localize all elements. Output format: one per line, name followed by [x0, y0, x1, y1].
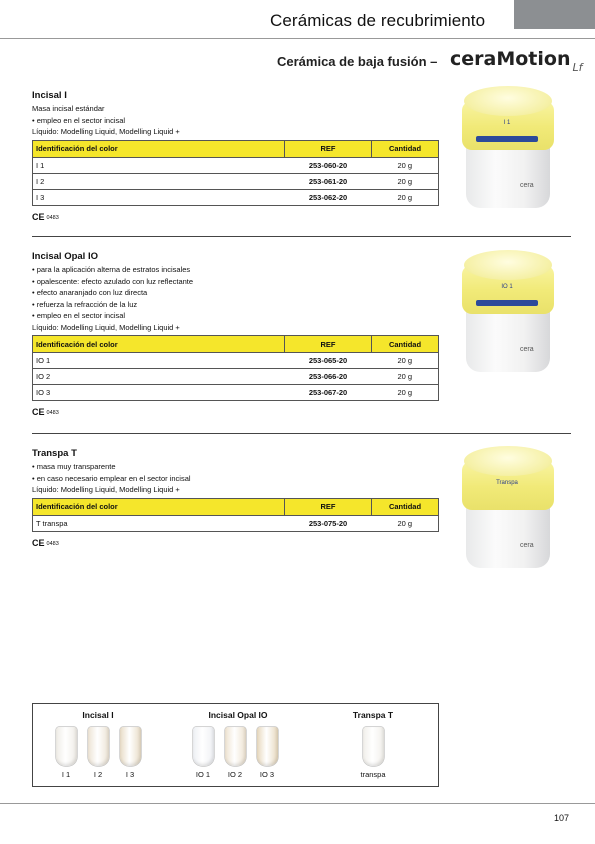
section-line: • masa muy transparente — [32, 462, 116, 471]
ce-symbol: CE — [32, 407, 45, 417]
swatch-label: IO 2 — [227, 770, 243, 779]
shade-tooth-swatch — [56, 727, 77, 766]
table-header-row — [33, 140, 439, 157]
swatch-label: I 3 — [125, 770, 135, 779]
section-line: • empleo en el sector incisal — [32, 311, 126, 320]
logo-text: ceraMotion — [450, 48, 571, 70]
product-table — [32, 335, 439, 401]
section-divider — [32, 433, 571, 434]
shade-tooth-swatch — [257, 727, 278, 766]
cell-ref: 253-062-20 — [285, 189, 372, 205]
cell-ref: 253-060-20 — [285, 157, 372, 173]
page-subtitle: Cerámica de baja fusión – — [277, 54, 438, 69]
cell-color: I 2 — [33, 173, 285, 189]
cell-color: I 1 — [33, 157, 285, 173]
section-line: Líquido: Modelling Liquid, Modelling Liquid + — [32, 127, 180, 136]
shade-tooth-swatch — [193, 727, 214, 766]
header-divider — [0, 38, 595, 39]
page-title: Cerámicas de recubrimiento — [270, 11, 486, 30]
ce-mark — [32, 212, 439, 222]
cell-qty: 20 g — [372, 353, 439, 369]
section-incisal-opal-io — [32, 251, 439, 417]
product-jar-image — [462, 446, 554, 571]
section-line: • opalescente: efecto azulado con luz reflectante — [32, 276, 194, 286]
cell-qty: 20 g — [372, 385, 439, 401]
cell-color: I 3 — [33, 189, 285, 205]
swatch-group-title: Incisal I — [82, 710, 114, 720]
table-row — [33, 515, 439, 531]
swatch-label: IO 1 — [195, 770, 211, 779]
col-header-ref: REF — [285, 336, 372, 353]
ce-symbol: CE — [32, 537, 45, 548]
cell-ref: 253-067-20 — [285, 385, 372, 401]
ce-mark — [32, 407, 439, 417]
table-header-row — [33, 336, 439, 353]
header-accent-bar — [514, 0, 595, 29]
col-header-color: Identificación del color — [33, 498, 285, 515]
section-line: Líquido: Modelling Liquid, Modelling Liquid + — [32, 485, 180, 494]
jar-brand: cera — [520, 182, 534, 189]
swatch-label: transpa — [360, 770, 386, 779]
table-row — [33, 353, 439, 369]
col-header-ref: REF — [285, 498, 372, 515]
shade-swatch-panel — [32, 703, 439, 787]
cell-color: IO 1 — [33, 353, 285, 369]
swatch-label: I 1 — [61, 770, 71, 779]
product-jar-image — [462, 86, 554, 211]
jar-label: IO 1 — [501, 284, 513, 290]
col-header-color: Identificación del color — [33, 140, 285, 157]
section-line: Masa incisal estándar — [32, 104, 105, 113]
cell-ref: 253-066-20 — [285, 369, 372, 385]
section-title: Incisal I — [32, 90, 67, 101]
swatch-label: IO 3 — [259, 770, 275, 779]
footer-divider — [0, 803, 595, 804]
col-header-qty: Cantidad — [372, 498, 439, 515]
section-line: • empleo en el sector incisal — [32, 115, 126, 125]
cell-color: IO 3 — [33, 385, 285, 401]
ce-number: 0483 — [46, 214, 59, 221]
page-number: 107 — [554, 813, 570, 823]
shade-tooth-swatch — [363, 727, 384, 766]
section-line: Líquido: Modelling Liquid, Modelling Liquid + — [32, 322, 180, 332]
col-header-qty: Cantidad — [372, 140, 439, 157]
table-row — [33, 189, 439, 205]
section-line: • para la aplicación alterna de estratos incisales — [32, 265, 191, 274]
cell-qty: 20 g — [372, 369, 439, 385]
section-divider — [32, 236, 571, 237]
jar-label: I 1 — [503, 120, 511, 126]
cell-ref: 253-075-20 — [285, 515, 372, 531]
section-title: Transpa T — [32, 448, 77, 459]
cell-qty: 20 g — [372, 515, 439, 531]
shade-tooth-swatch — [88, 727, 109, 766]
ceramotion-logo — [450, 48, 583, 74]
shade-tooth-swatch — [225, 727, 246, 766]
table-row — [33, 157, 439, 173]
ce-number: 0483 — [46, 540, 59, 547]
table-row — [33, 385, 439, 401]
swatch-group-title: Incisal Opal IO — [208, 710, 268, 720]
cell-ref: 253-065-20 — [285, 353, 372, 369]
shade-tooth-swatch — [120, 727, 141, 766]
table-row — [33, 173, 439, 189]
section-title: Incisal Opal IO — [32, 251, 98, 262]
section-incisal-i — [32, 90, 439, 222]
ce-number: 0483 — [46, 410, 59, 416]
cell-color: T transpa — [33, 515, 285, 531]
swatch-label: I 2 — [93, 770, 103, 779]
col-header-color: Identificación del color — [33, 336, 285, 353]
cell-color: IO 2 — [33, 369, 285, 385]
product-table — [32, 498, 439, 532]
product-jar-image — [462, 250, 554, 375]
section-transpa-t — [32, 448, 439, 548]
jar-brand: cera — [520, 346, 534, 353]
cell-qty: 20 g — [372, 189, 439, 205]
cell-qty: 20 g — [372, 173, 439, 189]
cell-qty: 20 g — [372, 157, 439, 173]
table-header-row — [33, 498, 439, 515]
ce-mark — [32, 538, 439, 548]
col-header-qty: Cantidad — [372, 336, 439, 353]
table-row — [33, 369, 439, 385]
jar-brand: cera — [520, 542, 534, 549]
product-table — [32, 140, 439, 206]
section-line: • en caso necesario emplear en el sector incisal — [32, 473, 191, 483]
col-header-ref: REF — [285, 140, 372, 157]
section-line: • refuerza la refracción de la luz — [32, 299, 138, 309]
swatch-group-title: Transpa T — [352, 710, 394, 720]
section-line: • efecto anaranjado con luz directa — [32, 288, 148, 297]
jar-label: Transpa — [496, 480, 518, 486]
cell-ref: 253-061-20 — [285, 173, 372, 189]
logo-suffix: Lf — [572, 61, 583, 74]
ce-symbol: CE — [32, 211, 45, 222]
